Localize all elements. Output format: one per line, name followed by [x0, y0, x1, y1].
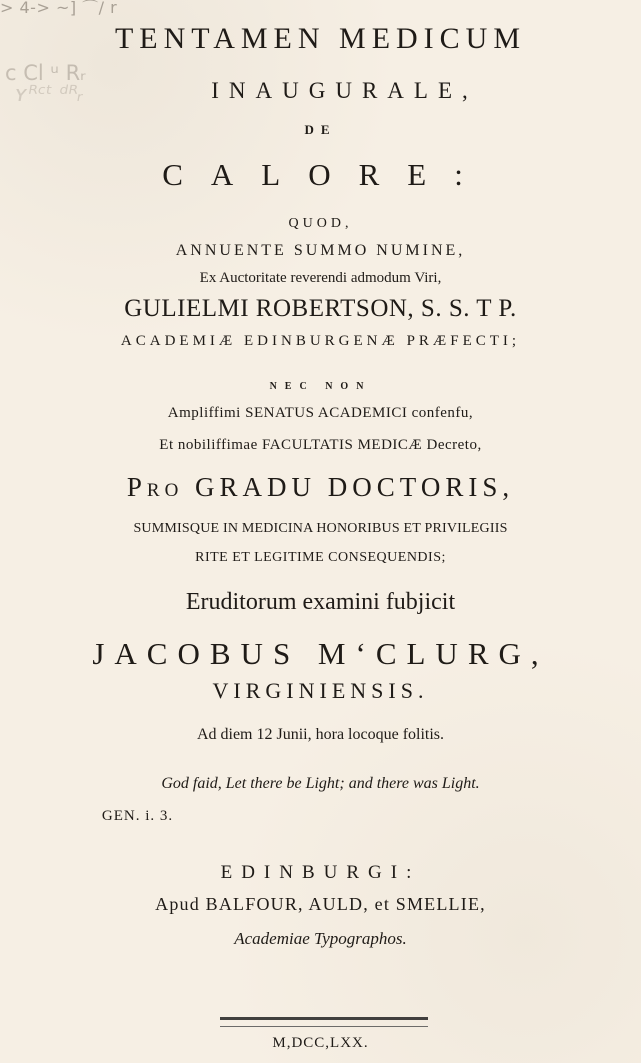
- summisque-line: SUMMISQUE IN MEDICINA HONORIBUS ET PRIVILEGIIS: [133, 521, 508, 536]
- quod-line: QUOD,: [288, 216, 353, 231]
- decorative-rule: [220, 1017, 428, 1027]
- printers-line: Apud BALFOUR, AULD, et SMELLIE,: [155, 894, 486, 914]
- author-line: JACOBUS M‘CLURG,: [92, 636, 549, 671]
- title-line-3: DE: [304, 122, 337, 137]
- origin-line: VIRGINIENSIS.: [212, 678, 429, 703]
- left-scribble-1: c Cl ᵘ Rᵣ: [5, 61, 86, 85]
- date-line: Ad diem 12 Junii, hora locoque folitis.: [196, 726, 445, 743]
- facultatis-line: Et nobiliffimae FACULTATIS MEDICÆ Decreto,: [159, 437, 482, 453]
- title-line-2: INAUGURALE,: [211, 78, 478, 103]
- printer-title-line: Academiae Typographos.: [234, 929, 407, 948]
- nec-non-line: NEC NON: [269, 381, 372, 392]
- name-line: GULIELMI ROBERTSON, S. S. T P.: [124, 295, 517, 322]
- year-line: M,DCC,LXX.: [272, 1035, 369, 1051]
- title-line-1: TENTAMEN MEDICUM: [114, 22, 527, 55]
- left-scribble-2: ʏᴿᶜᵗ ᵈᴿᵣ: [11, 82, 86, 107]
- eruditorum-line: Eruditorum examini fubjicit: [185, 589, 456, 615]
- title-line-4: CALORE:: [162, 157, 491, 192]
- rite-line: RITE ET LEGITIME CONSEQUENDIS;: [195, 550, 446, 565]
- place-line: EDINBURGI:: [220, 862, 421, 883]
- authority-line: Ex Auctoritate reverendi admodum Viri,: [199, 270, 442, 286]
- quote-line: God faid, Let there be Light; and there was Light.: [161, 775, 480, 792]
- pro-gradu-line: Pro GRADU DOCTORIS,: [126, 472, 515, 502]
- senatus-line: Ampliffimi SENATUS ACADEMICI confenfu,: [167, 405, 474, 421]
- academy-line: ACADEMIÆ EDINBURGENÆ PRÆFECTI;: [120, 333, 521, 349]
- citation-line: GEN. i. 3.: [101, 808, 174, 824]
- annuente-line: ANNUENTE SUMMO NUMINE,: [175, 242, 466, 259]
- top-scribble: > 4-> ~] ⌒/ r: [0, 0, 118, 17]
